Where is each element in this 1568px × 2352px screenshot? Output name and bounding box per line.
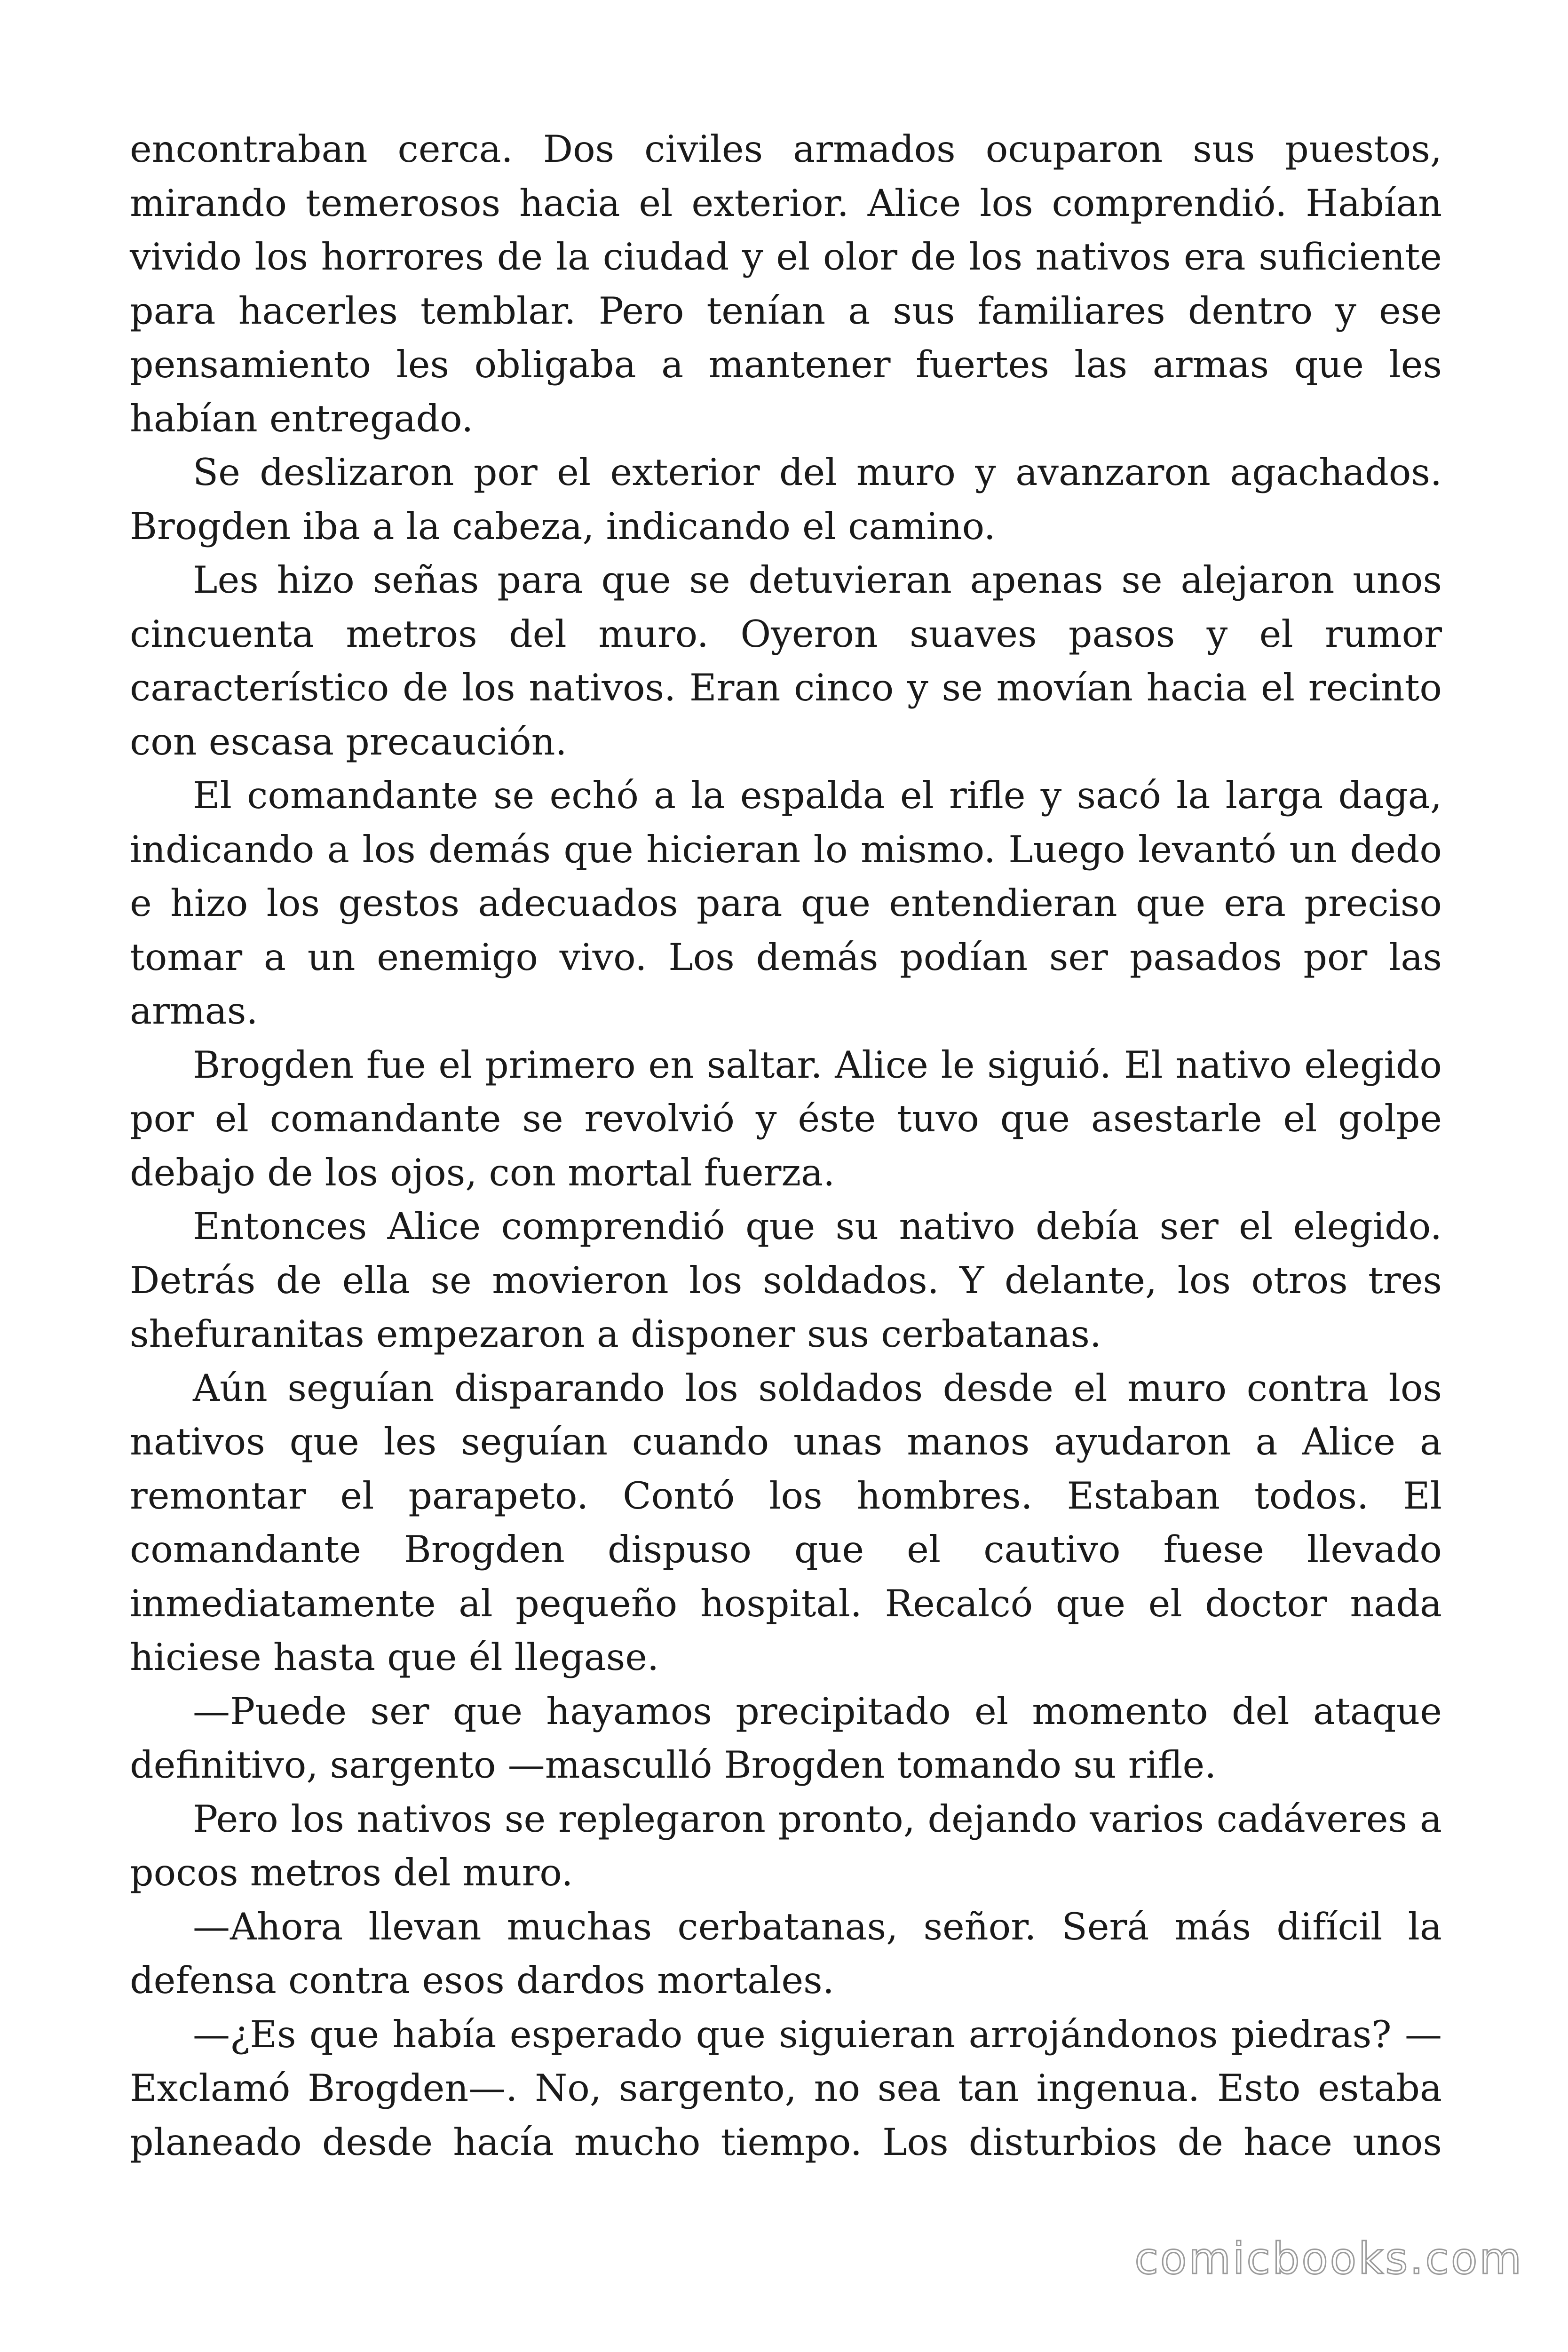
paragraph: Se deslizaron por el exterior del muro y avanzaron agachados. Brogden iba a la cabeza, indicando el camino. (130, 451, 1442, 548)
paragraph: Aún seguían disparando los soldados desde el muro contra los nativos que les seguían cuando unas manos ayudaron a Alice a remontar el parapeto. Contó los hombres. Estaban todos. El comandante Brogden dispuso que el cautivo fuese llevado inmediatamente al pequeño hospital. Recalcó que el doctor nada hiciese hasta que él llegase. (130, 1366, 1442, 1679)
paragraph: Brogden fue el primero en saltar. Alice le siguió. El nativo elegido por el comandante se revolvió y éste tuvo que asestarle el golpe debajo de los ojos, con mortal fuerza. (130, 1043, 1442, 1194)
paragraph: Entonces Alice comprendió que su nativo debía ser el elegido. Detrás de ella se movieron los soldados. Y delante, los otros tres shefuranitas empezaron a disponer sus cerbatanas. (130, 1205, 1442, 1356)
paragraph: encontraban cerca. Dos civiles armados ocuparon sus puestos, mirando temerosos hacia el exterior. Alice los comprendió. Habían vivido los horrores de la ciudad y el olor de los nativos era suficiente para hacerles temblar. Pero tenían a sus familiares dentro y ese pensamiento les obligaba a mantener fuertes las armas que les habían entregado. (130, 127, 1442, 440)
paragraph-last-line: —¿Es que había esperado que siguieran arrojándonos piedras? —Exclamó Brogden—. No, sargento, no sea tan ingenua. Esto estaba planeado desde hacía mucho tiempo. Los disturbios de hace unos (130, 2012, 1442, 2164)
watermark: comicbooks.com (1134, 2233, 1523, 2284)
paragraph: Les hizo señas para que se detuvieran apenas se alejaron unos cincuenta metros del muro. Oyeron suaves pasos y el rumor característico de los nativos. Eran cinco y se movían hacia el recinto con escasa precaución. (130, 558, 1442, 763)
book-page-text (130, 122, 1442, 2169)
paragraph: El comandante se echó a la espalda el rifle y sacó la larga daga, indicando a los demás que hicieran lo mismo. Luego levantó un dedo e hizo los gestos adecuados para que entendieran que era preciso tomar a un enemigo vivo. Los demás podían ser pasados por las armas. (130, 774, 1442, 1033)
paragraph: —Puede ser que hayamos precipitado el momento del ataque definitivo, sargento —masculló Brogden tomando su rifle. (130, 1689, 1442, 1787)
paragraph: —Ahora llevan muchas cerbatanas, señor. Será más difícil la defensa contra esos dardos mortales. (130, 1905, 1442, 2002)
paragraph: Pero los nativos se replegaron pronto, dejando varios cadáveres a pocos metros del muro. (130, 1797, 1442, 1894)
